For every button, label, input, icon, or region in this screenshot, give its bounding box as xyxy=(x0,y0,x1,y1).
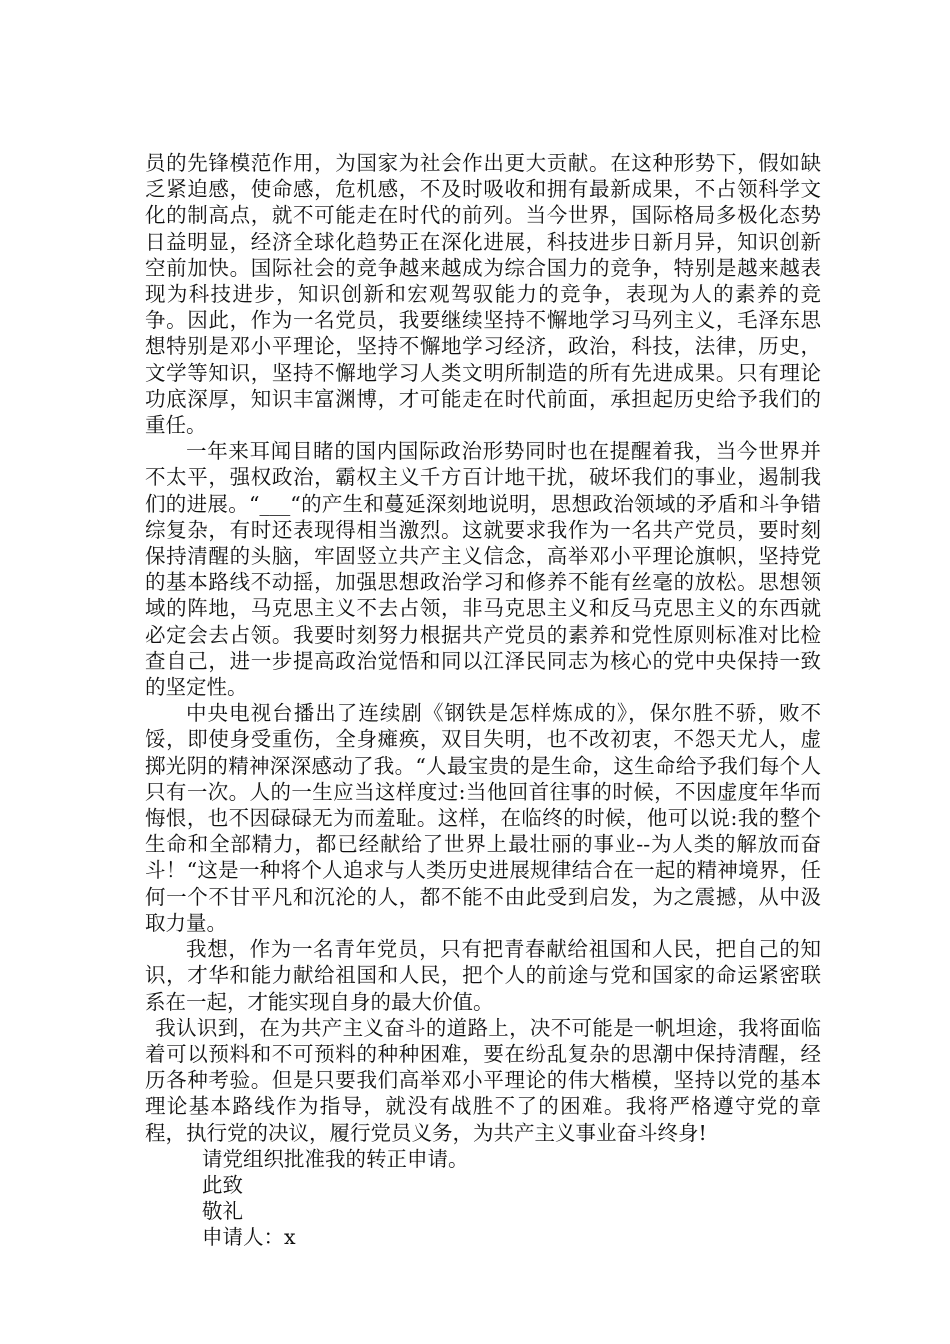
paragraph-study: 员的先锋模范作用，为国家为社会作出更大贡献。在这种形势下，假如缺乏紧迫感，使命感，危机感，不及时吸收和拥有最新成果，不占领科学文化的制高点，就不可能走在时代的前列。当今世界，国际格局多极化态势日益明显，经济全球化趋势正在深化进展，科技进步日新月异，知识创新空前加快。国际社会的竞争越来越成为综合国力的竞争，特别是越来越表现为科技进步，知识创新和宏观驾驭能力的竞争，表现为人的素养的竞争。因此，作为一名党员，我要继续坚持不懈地学习马列主义，毛泽东思想特别是邓小平理论，坚持不懈地学习经济，政治，科技，法律，历史，文学等知识，坚持不懈地学习人类文明所制造的所有先进成果。只有理论功底深厚，知识丰富渊博，才可能走在时代前面，承担起历史给予我们的重任。 xyxy=(145,151,821,438)
paragraph-political-situation: 一年来耳闻目睹的国内国际政治形势同时也在提醒着我，当今世界并不太平，强权政治，霸权主义千方百计地干扰，破坏我们的事业，遏制我们的进展。“___“的产生和蔓延深刻地说明，思想政治领域的矛盾和斗争错综复杂，有时还表现得相当激烈。这就要求我作为一名共产党员，要时刻保持清醒的头脑，牢固竖立共产主义信念，高举邓小平理论旗帜，坚持党的基本路线不动摇，加强思想政治学习和修养不能有丝毫的放松。思想领域的阵地，马克思主义不去占领，非马克思主义和反马克思主义的东西就必定会去占领。我要时刻努力根据共产党员的素养和党性原则标准对比检查自己，进一步提高政治觉悟和同以江泽民同志为核心的党中央保持一致的坚定性。 xyxy=(145,439,821,700)
paragraph-struggle: 我认识到，在为共产主义奋斗的道路上，决不可能是一帆坦途，我将面临着可以预料和不可预料的种种困难，要在纷乱复杂的思潮中保持清醒，经历各种考验。但是只要我们高举邓小平理论的伟大楷模，坚持以党的基本理论基本路线作为指导，就没有战胜不了的困难。我将严格遵守党的章程，执行党的决议，履行党员义务，为共产主义事业奋斗终身! xyxy=(145,1015,821,1145)
paragraph-youth-member: 我想，作为一名青年党员，只有把青春献给祖国和人民，把自己的知识，才华和能力献给祖国和人民，把个人的前途与党和国家的命运紧密联系在一起，才能实现自身的最大价值。 xyxy=(145,937,821,1014)
paragraph-steel-drama: 中央电视台播出了连续剧《钢铁是怎样炼成的》，保尔胜不骄，败不馁，即使身受重伤，全身瘫痪，双目失明，也不改初衷，不怨天尤人，虚掷光阴的精神深深感动了我。“人最宝贵的是生命，这生命给予我们每个人只有一次。人的一生应当这样度过:当他回首往事的时候，不因虚度年华而悔恨，也不因碌碌无为而羞耻。这样，在临终的时候，他可以说:我的整个生命和全部精力，都已经献给了世界上最壮丽的事业--为人类的解放而奋斗！“这是一种将个人追求与人类历史进展规律结合在一起的精神境界，任何一个不甘平凡和沉沦的人，都不能不由此受到启发，为之震撼，从中汲取力量。 xyxy=(145,701,821,935)
closing-applicant: 申请人：x xyxy=(202,1225,296,1250)
closing-salutation-1: 此致 xyxy=(202,1172,243,1197)
closing-request: 请党组织批准我的转正申请。 xyxy=(202,1146,469,1171)
closing-salutation-2: 敬礼 xyxy=(202,1199,243,1224)
document-page xyxy=(145,150,821,1251)
